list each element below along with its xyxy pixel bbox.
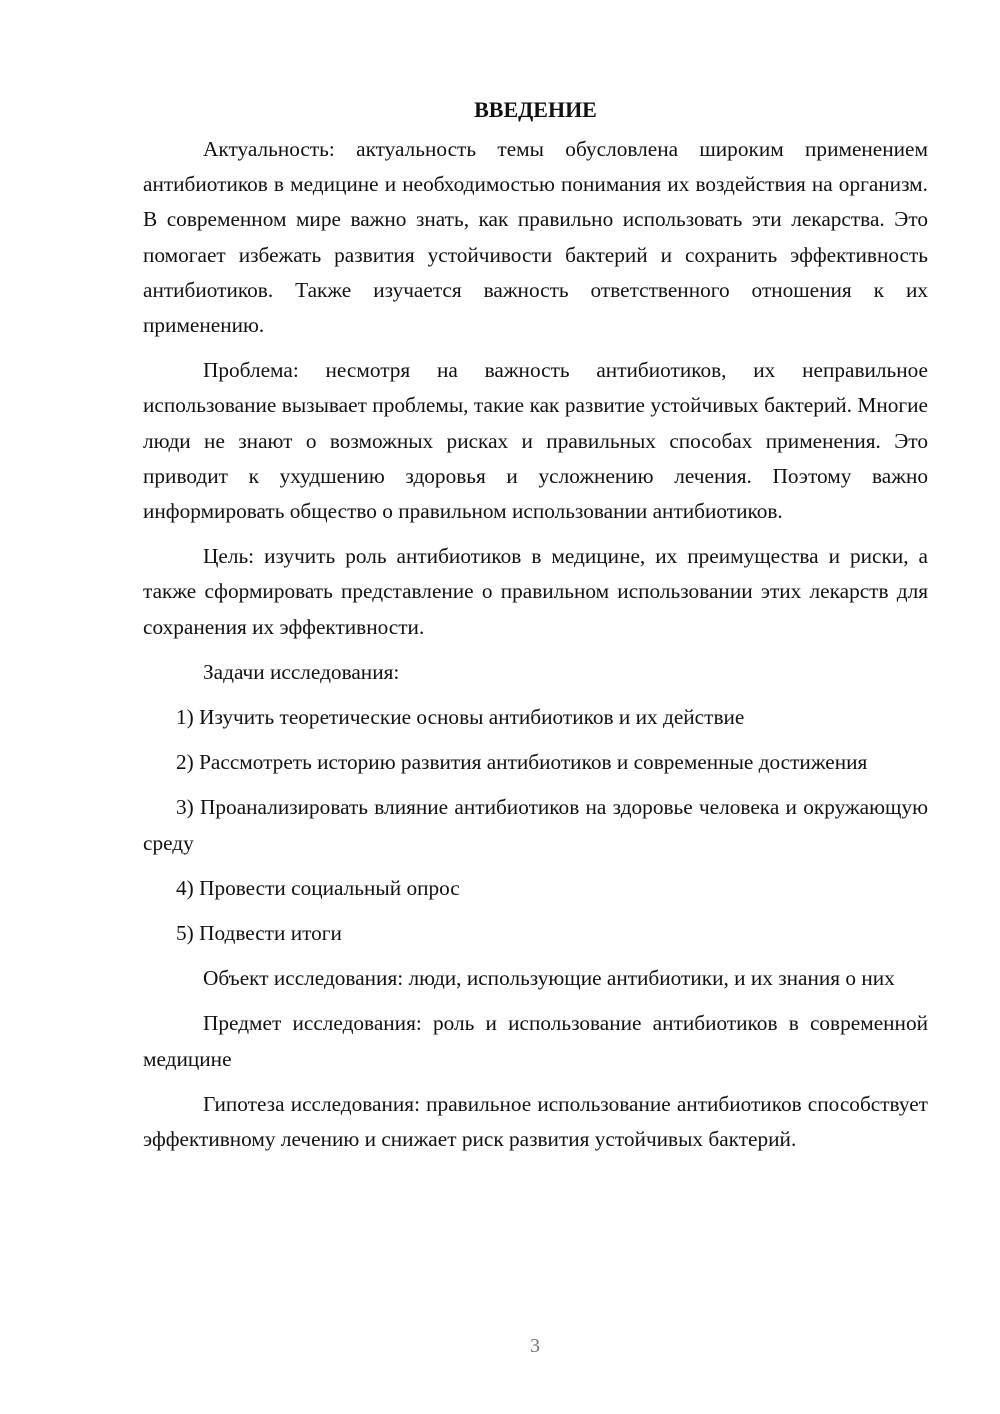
section-title: ВВЕДЕНИЕ bbox=[474, 97, 597, 122]
problem-paragraph: Проблема: несмотря на важность антибиотиков, их неправильное использование вызывает проблемы, такие как развитие устойчивых бактерий. Многие люди не знают о возможных рисках и правильных способах применения. Это приводит к ухудшению здоровья и усложнению лечения. Поэтому важно информировать общество о правильном использовании антибиотиков. bbox=[143, 358, 928, 524]
relevance-paragraph: Актуальность: актуальность темы обусловлена широким применением антибиотиков в медицине и необходимостью понимания их воздействия на организм. В современном мире важно знать, как правильно использовать эти лекарства. Это помогает избежать развития устойчивости бактерий и сохранить эффективность антибиотиков. Также изучается важность ответственного отношения к их применению. bbox=[143, 137, 928, 338]
task-item: 4) Провести социальный опрос bbox=[176, 875, 460, 900]
task-item: 1) Изучить теоретические основы антибиотиков и их действие bbox=[176, 705, 745, 730]
task-item: 5) Подвести итоги bbox=[176, 921, 342, 946]
object-paragraph: Объект исследования: люди, использующие антибиотики, и их знания о них bbox=[203, 966, 895, 991]
page-number: 3 bbox=[530, 1335, 540, 1357]
subject-paragraph: Предмет исследования: роль и использование антибиотиков в современной медицине bbox=[143, 1011, 928, 1071]
task-item: 3) Проанализировать влияние антибиотиков на здоровье человека и окружающую среду bbox=[143, 795, 928, 855]
goal-paragraph: Цель: изучить роль антибиотиков в медицине, их преимущества и риски, а также сформировать представление о правильном использовании этих лекарств для сохранения их эффективности. bbox=[143, 544, 928, 639]
page-content bbox=[143, 92, 928, 1167]
tasks-heading: Задачи исследования: bbox=[203, 659, 400, 684]
task-item: 2) Рассмотреть историю развития антибиотиков и современные достижения bbox=[176, 750, 868, 775]
hypothesis-paragraph: Гипотеза исследования: правильное использование антибиотиков способствует эффективному лечению и снижает риск развития устойчивых бактерий. bbox=[143, 1091, 928, 1152]
